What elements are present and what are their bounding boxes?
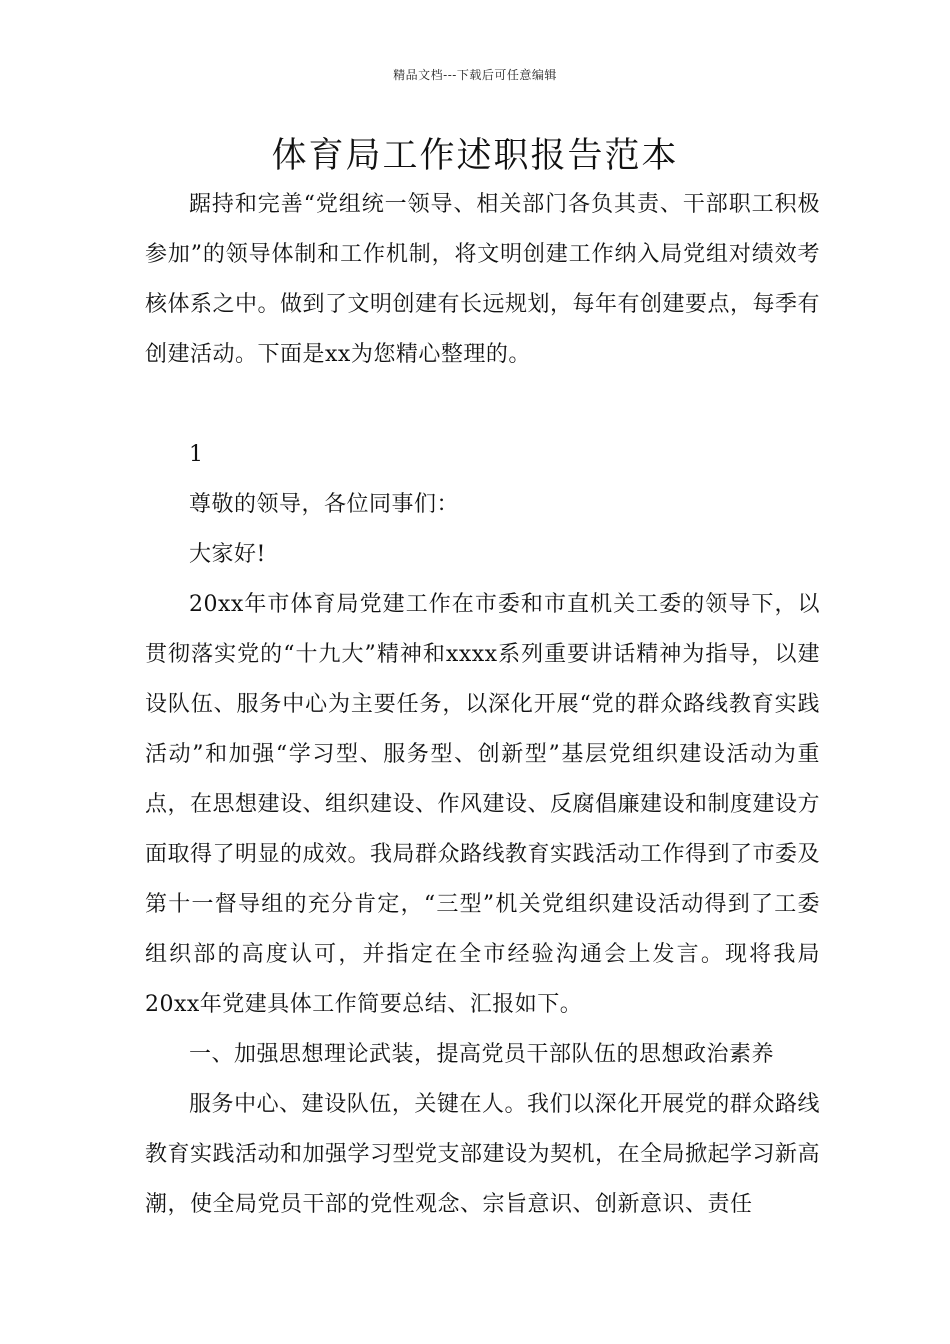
summary-paragraph: 20xx年市体育局党建工作在市委和市直机关工委的领导下，以贯彻落实党的“十九大”精神和xxxx系列重要讲话精神为指导，以建设队伍、服务中心为主要任务，以深化开展“党的群众路线教育实践活动”和加强“学习型、服务型、创新型”基层党组织建设活动为重点，在思想建设、组织建设、作风建设、反腐倡廉建设和制度建设方面取得了明显的成效。我局群众路线教育实践活动工作得到了市委及第十一督导组的充分肯定，“三型”机关党组织建设活动得到了工委组织部的高度认可，并指定在全市经验沟通会上发言。现将我局20xx年党建具体工作简要总结、汇报如下。 (145, 592, 821, 1017)
section-heading-1: 一、加强思想理论武装，提高党员干部队伍的思想政治素养 (189, 1042, 775, 1067)
document-title: 体育局工作述职报告范本 (271, 136, 679, 176)
page-header-note: 精品文档---下载后可任意编辑 (393, 68, 557, 82)
salutation: 尊敬的领导，各位同事们： (189, 492, 460, 517)
greeting: 大家好! (189, 542, 266, 567)
intro-paragraph: 踞持和完善“党组统一领导、相关部门各负其责、干部职工积极参加”的领导体制和工作机制，将文明创建工作纳入局党组对绩效考核体系之中。做到了文明创建有长远规划，每年有创建要点，每季有创建活动。下面是xx为您精心整理的。 (145, 192, 821, 367)
document-body (145, 180, 820, 1230)
section-number: 1 (189, 442, 204, 467)
section-1-paragraph: 服务中心、建设队伍，关键在人。我们以深化开展党的群众路线教育实践活动和加强学习型党支部建设为契机，在全局掀起学习新高潮，使全局党员干部的党性观念、宗旨意识、创新意识、责任 (145, 1092, 821, 1217)
